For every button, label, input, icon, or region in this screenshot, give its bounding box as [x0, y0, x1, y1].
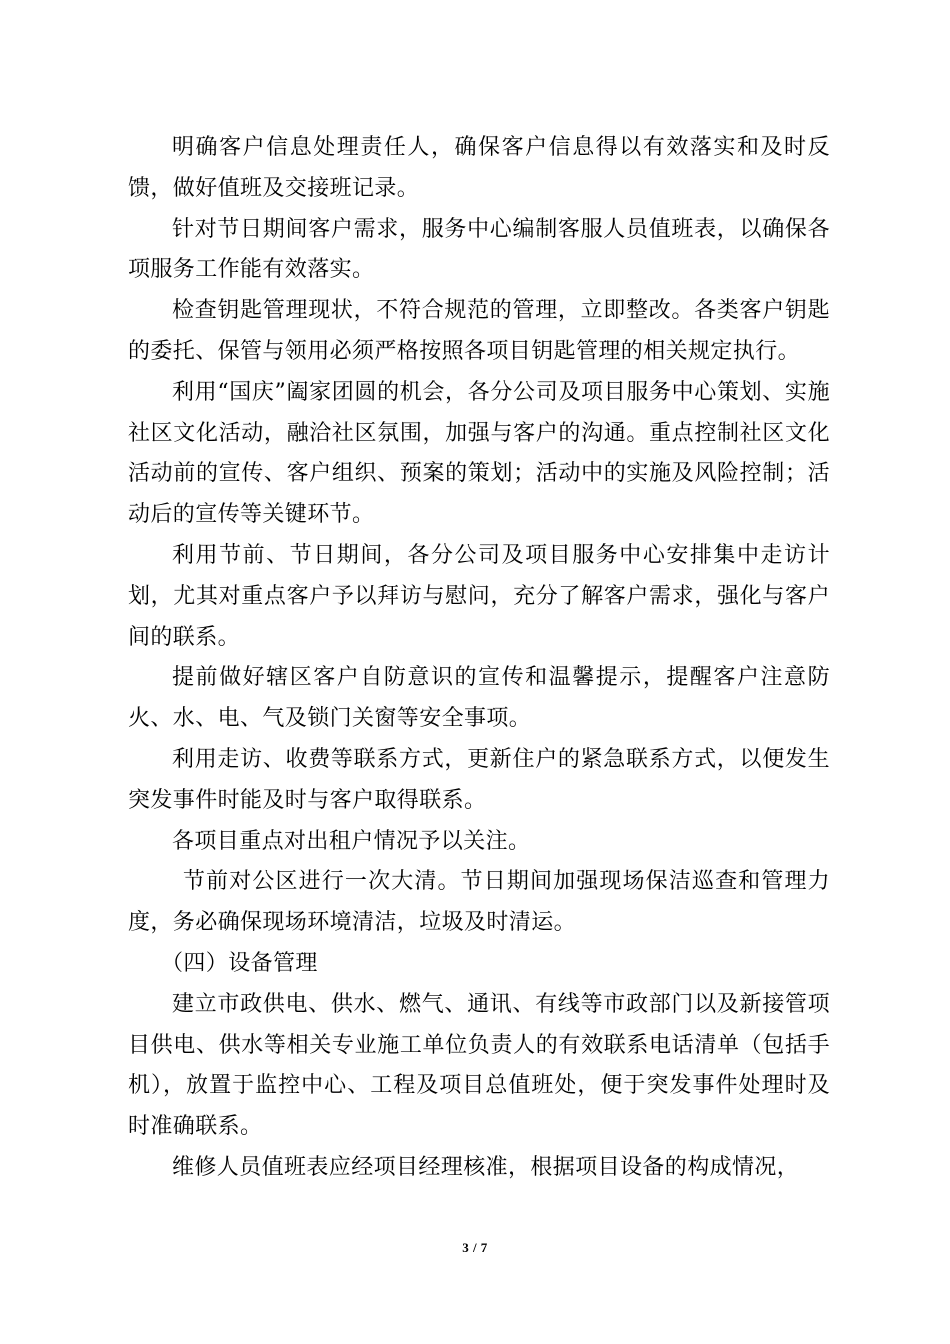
paragraph-utility-contacts: 建立市政供电、供水、燃气、通讯、有线等市政部门以及新接管项目供电、供水等相关专业施工单位负责人的有效联系电话清单（包括手机），放置于监控中心、工程及项目总值班处，便于突发事件处理时及时准确联系。 [128, 991, 830, 1140]
paragraph-community-activities: 利用“国庆”阖家团圆的机会，各分公司及项目服务中心策划、实施社区文化活动，融洽社区氛围，加强与客户的沟通。重点控制社区文化活动前的宣传、客户组织、预案的策划；活动中的实施及风险控制；活动后的宣传等关键环节。 [128, 379, 830, 528]
paragraph-customer-visits: 利用节前、节日期间，各分公司及项目服务中心安排集中走访计划，尤其对重点客户予以拜访与慰问，充分了解客户需求，强化与客户间的联系。 [128, 542, 830, 650]
paragraph-maintenance-roster: 维修人员值班表应经项目经理核准，根据项目设备的构成情况， [172, 1154, 800, 1180]
page-number: 3 / 7 [462, 1240, 488, 1255]
paragraph-duty-roster: 针对节日期间客户需求，服务中心编制客服人员值班表，以确保各项服务工作能有效落实。 [128, 216, 830, 283]
paragraph-customer-info: 明确客户信息处理责任人，确保客户信息得以有效落实和及时反馈，做好值班及交接班记录。 [128, 135, 830, 201]
section-heading-equipment: （四）设备管理 [161, 950, 318, 976]
paragraph-rental-units: 各项目重点对出租户情况予以关注。 [172, 828, 531, 854]
paragraph-cleaning: 节前对公区进行一次大清。节日期间加强现场保洁巡查和管理力度，务必确保现场环境清洁，垃圾及时清运。 [128, 869, 830, 936]
document-body [128, 128, 830, 1189]
paragraph-safety-reminder: 提前做好辖区客户自防意识的宣传和温馨提示，提醒客户注意防火、水、电、气及锁门关窗等安全事项。 [128, 665, 830, 732]
paragraph-emergency-contacts: 利用走访、收费等联系方式，更新住户的紧急联系方式，以便发生突发事件时能及时与客户取得联系。 [128, 746, 830, 813]
paragraph-key-management: 检查钥匙管理现状，不符合规范的管理，立即整改。各类客户钥匙的委托、保管与领用必须严格按照各项目钥匙管理的相关规定执行。 [128, 298, 830, 364]
